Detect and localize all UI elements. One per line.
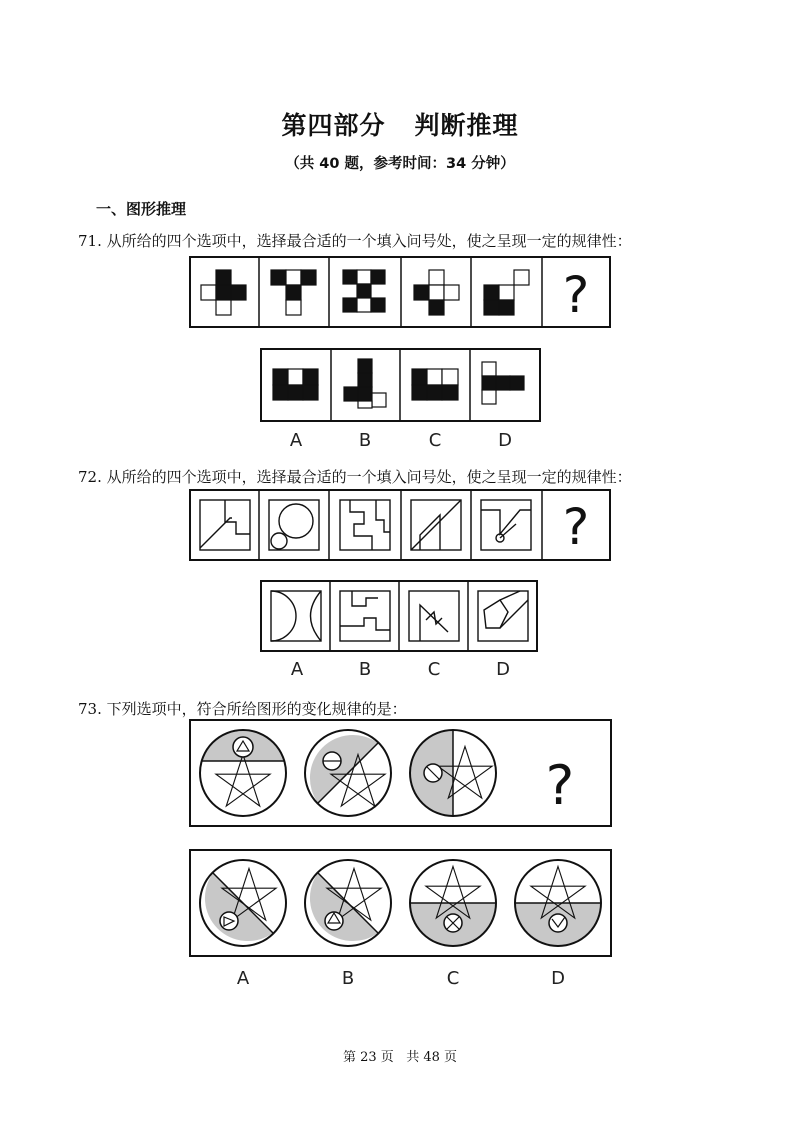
question-text: 下列选项中，符合所给图形的变化规律的是： — [106, 700, 407, 718]
q72-figure-4 — [411, 500, 461, 550]
q72-sequence — [190, 490, 610, 560]
q72-label-b: B — [358, 659, 372, 680]
q73-label-a: A — [236, 968, 250, 989]
q71-figure-3 — [343, 270, 385, 312]
q71-figure-5 — [484, 270, 529, 315]
q71-option-c[interactable] — [412, 369, 458, 400]
q72-question-mark: ? — [562, 498, 590, 556]
q71-option-b[interactable] — [344, 359, 386, 408]
q72-option-a[interactable] — [271, 591, 321, 641]
q71-label-b: B — [358, 430, 372, 451]
question-number: 71. — [78, 232, 102, 250]
q73-option-d[interactable] — [515, 860, 601, 946]
q73-label-c: C — [446, 968, 460, 989]
q72-figure-2 — [269, 500, 319, 550]
question-number: 72. — [78, 468, 102, 486]
q71-label-c: C — [428, 430, 442, 451]
q72-figure-3 — [340, 500, 390, 550]
q72-option-b[interactable] — [340, 591, 390, 641]
q72-label-a: A — [290, 659, 304, 680]
q73-option-c[interactable] — [410, 860, 496, 946]
q71-option-a[interactable] — [273, 369, 318, 400]
q72-figure-1 — [200, 500, 250, 550]
q71-option-d[interactable] — [482, 362, 524, 404]
page-subtitle: （共 40 题，参考时间：34 分钟） — [285, 156, 515, 172]
section-heading: 一、图形推理 — [96, 200, 187, 218]
q73-question-mark: ? — [545, 754, 575, 817]
page-title: 第四部分 判断推理 — [281, 111, 519, 140]
q72-label-c: C — [427, 659, 441, 680]
q71-figure-2 — [271, 270, 316, 315]
q71-figure-4 — [414, 270, 459, 315]
question-text: 从所给的四个选项中，选择最合适的一个填入问号处，使之呈现一定的规律性： — [106, 468, 632, 486]
q71-sequence — [190, 257, 610, 327]
q73-label-d: D — [551, 968, 565, 989]
q73-figure-3 — [410, 730, 496, 816]
q72-option-c[interactable] — [409, 591, 459, 641]
q71-figure-1 — [201, 270, 246, 315]
q73-figure-1 — [200, 730, 286, 816]
question-text: 从所给的四个选项中，选择最合适的一个填入问号处，使之呈现一定的规律性： — [106, 232, 632, 250]
q71-question-mark: ? — [562, 266, 590, 324]
q71-label-a: A — [289, 430, 303, 451]
q73-label-b: B — [341, 968, 355, 989]
q73-figure-2 — [305, 730, 391, 816]
q72-label-d: D — [496, 659, 510, 680]
q72-option-d[interactable] — [478, 591, 528, 641]
q71-label-d: D — [498, 430, 512, 451]
q72-figure-5 — [481, 500, 531, 550]
question-number: 73. — [78, 700, 102, 718]
q73-option-a[interactable] — [200, 860, 286, 946]
q73-option-b[interactable] — [305, 860, 391, 946]
page-footer: 第 23 页 共 48 页 — [342, 1050, 457, 1065]
